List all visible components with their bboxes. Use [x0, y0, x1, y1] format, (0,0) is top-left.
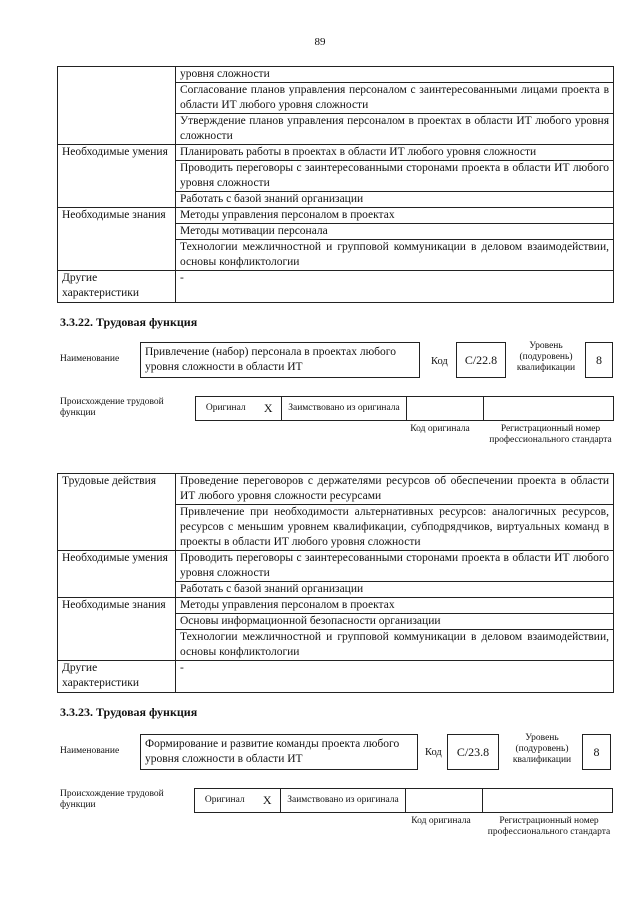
table-row [58, 551, 614, 582]
cell: Работать с базой знаний организации [176, 582, 614, 598]
cell: Проведение переговоров с держателями ресурсов об обеспечении проекта в области ИТ любого уровня сложности ресурсами [176, 474, 614, 505]
level-value: 8 [582, 734, 611, 770]
reg-number-label: Регистрационный номер профессионального стандарта [487, 816, 611, 837]
section-heading: 3.3.23. Трудовая функция [60, 705, 198, 719]
code-original-label: Код оригинала [410, 424, 470, 434]
reg-number-cell [484, 397, 614, 421]
original-label: Оригинал [195, 789, 255, 813]
cell: Основы информационной безопасности организации [176, 614, 614, 630]
function-name: Привлечение (набор) персонала в проектах любого уровня сложности в области ИТ [140, 342, 420, 378]
name-label: Наименование [60, 354, 120, 364]
row-label: Необходимые знания [58, 598, 176, 661]
cell: Проводить переговоры с заинтересованными сторонами проекта в области ИТ любого уровня сложности [176, 551, 614, 582]
code-original-cell [406, 789, 483, 813]
cell: Технологии межличностной и групповой коммуникации в деловом взаимодействии, основы конфликтологии [176, 630, 614, 661]
table-row [58, 661, 614, 693]
row-label: Другие характеристики [58, 271, 176, 303]
row-label: Другие характеристики [58, 661, 176, 693]
cell: - [176, 661, 614, 693]
reg-number-cell [483, 789, 613, 813]
section-heading: 3.3.22. Трудовая функция [60, 315, 198, 329]
page-number: 89 [314, 36, 326, 48]
table-row [58, 145, 614, 161]
cell: Технологии межличностной и групповой коммуникации в деловом взаимодействии, основы конфликтологии [176, 240, 614, 271]
original-mark: X [255, 789, 281, 813]
cell: Проводить переговоры с заинтересованными сторонами проекта в области ИТ любого уровня сложности [176, 161, 614, 192]
name-label: Наименование [60, 746, 120, 756]
table-row [58, 208, 614, 224]
code-label: Код [431, 356, 448, 367]
borrowed-label: Заимствовано из оригинала [282, 397, 407, 421]
cell: Методы управления персоналом в проектах [176, 208, 614, 224]
row-label: Необходимые умения [58, 551, 176, 598]
function-name: Формирование и развитие команды проекта любого уровня сложности в области ИТ [140, 734, 418, 770]
origin-label: Происхождение трудовой функции [60, 397, 164, 418]
level-value: 8 [585, 342, 613, 378]
cell: Планировать работы в проектах в области ИТ любого уровня сложности [176, 145, 614, 161]
cell: Методы управления персоналом в проектах [176, 598, 614, 614]
level-label: Уровень (подуровень) квалификации [512, 733, 572, 765]
cell: Работать с базой знаний организации [176, 192, 614, 208]
cell: Утверждение планов управления персоналом в проектах в области ИТ любого уровня сложности [176, 114, 614, 145]
table-row [58, 598, 614, 614]
level-label: Уровень (подуровень) квалификации [516, 341, 576, 373]
code-original-cell [407, 397, 484, 421]
origin-table [195, 396, 614, 421]
reg-number-label: Регистрационный номер профессионального стандарта [489, 424, 612, 445]
code-original-label: Код оригинала [411, 816, 471, 826]
function-code: C/22.8 [456, 342, 506, 378]
cell: Методы мотивации персонала [176, 224, 614, 240]
work-function-table [57, 473, 614, 693]
function-code: C/23.8 [447, 734, 499, 770]
row-label: Трудовые действия [58, 474, 176, 551]
cell: Согласование планов управления персоналом с заинтересованными лицами проекта в области ИТ любого уровня сложности [176, 83, 614, 114]
row-label: Необходимые знания [58, 208, 176, 271]
origin-table [194, 788, 613, 813]
borrowed-label: Заимствовано из оригинала [281, 789, 406, 813]
row-label: Необходимые умения [58, 145, 176, 208]
table-row [58, 474, 614, 505]
original-mark: X [256, 397, 282, 421]
cell: - [176, 271, 614, 303]
origin-label: Происхождение трудовой функции [60, 789, 164, 810]
cell: Привлечение при необходимости альтернативных ресурсов: аналогичных ресурсов, ресурсов с меньшим уровнем квалификации, субподрядчиков, виртуальных команд в проекты в области ИТ любого уровня сложности [176, 505, 614, 551]
table-row [58, 271, 614, 303]
code-label: Код [425, 747, 442, 758]
original-label: Оригинал [196, 397, 256, 421]
row-label [58, 67, 176, 145]
table-row [58, 67, 614, 83]
table-continuation [57, 66, 614, 303]
cell: уровня сложности [176, 67, 614, 83]
